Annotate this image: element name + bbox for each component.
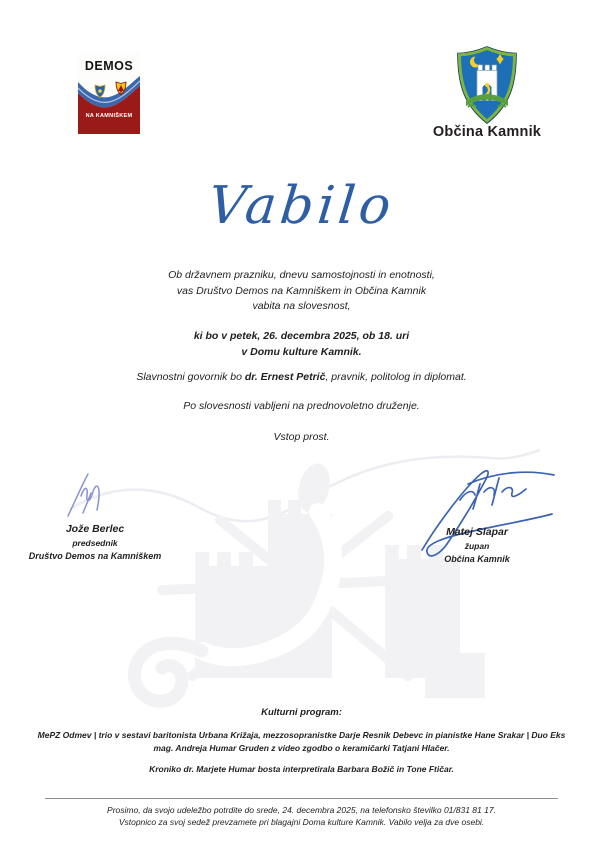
signatory-right-name: Matej Slapar bbox=[446, 526, 508, 538]
invitation-title: Vabilo bbox=[205, 176, 398, 236]
program-line: mag. Andreja Humar Gruden z video zgodbo o keramičarki Tatjani Hlačer. bbox=[153, 743, 450, 753]
program-line: Kroniko dr. Marjete Humar bosta interpretirala Barbara Božič in Tone Ftičar. bbox=[149, 764, 454, 774]
footer-line: Vstopnico za svoj sedež prevzamete pri blagajni Doma kulture Kamnik. Vabilo velja za dve osebi. bbox=[118, 816, 485, 827]
speaker-line bbox=[0, 370, 603, 386]
speaker-prefix: Slavnostni govornik bo bbox=[136, 371, 245, 383]
signatory-left-org: Društvo Demos na Kamniškem bbox=[28, 551, 162, 561]
after-event-line: Po slovesnosti vabljeni na prednovoletno druženje. bbox=[183, 400, 420, 412]
event-paragraph bbox=[0, 329, 603, 360]
program-line: MePZ Odmev | trio v sestavi baritonista Urbana Križaja, mezzosopranistke Darje Resnik Debevc in pianistke Hane Srakar | Duo Eks bbox=[37, 730, 566, 740]
intro-paragraph bbox=[0, 268, 603, 315]
signature-left-handwriting bbox=[58, 468, 138, 522]
intro-line: vabita na slovesnost, bbox=[252, 300, 351, 312]
intro-line: Ob državnem prazniku, dnevu samostojnosti in enotnosti, bbox=[168, 269, 435, 281]
footer-divider bbox=[45, 798, 558, 799]
free-entry-line: Vstop prost. bbox=[273, 431, 330, 443]
footer-note bbox=[0, 805, 603, 828]
signatory-right bbox=[392, 524, 562, 566]
intro-line: vas Društvo Demos na Kamniškem in Občina Kamnik bbox=[176, 284, 427, 297]
signatory-left-name: Jože Berlec bbox=[65, 523, 125, 535]
speaker-suffix: , pravnik, politolog in diplomat. bbox=[325, 371, 467, 383]
demos-logo bbox=[78, 52, 140, 134]
speaker-name: dr. Ernest Petrič bbox=[244, 371, 326, 383]
event-line: ki bo v petek, 26. decembra 2025, ob 18. uri bbox=[193, 330, 410, 342]
footer-line: Prosimo, da svojo udeležbo potrdite do srede, 24. decembra 2025, na telefonsko številko 01/831 81 17. bbox=[107, 805, 496, 815]
kamnik-shield-graphic bbox=[455, 46, 519, 124]
signatory-left bbox=[10, 521, 180, 563]
municipality-label: Občina Kamnik bbox=[432, 124, 542, 140]
signatory-right-role: župan bbox=[464, 541, 490, 551]
kamnik-mini-shield bbox=[95, 85, 105, 98]
program-heading: Kulturni program: bbox=[261, 707, 342, 718]
demos-logo-title: DEMOS bbox=[84, 59, 134, 73]
signatory-right-org: Občina Kamnik bbox=[444, 554, 510, 564]
demos-logo-subtitle: NA KAMNIŠKEM bbox=[85, 113, 133, 119]
kamnik-coat-of-arms bbox=[432, 44, 542, 144]
event-line: v Domu kulture Kamnik. bbox=[241, 345, 362, 358]
signatory-left-role: predsednik bbox=[72, 538, 118, 548]
